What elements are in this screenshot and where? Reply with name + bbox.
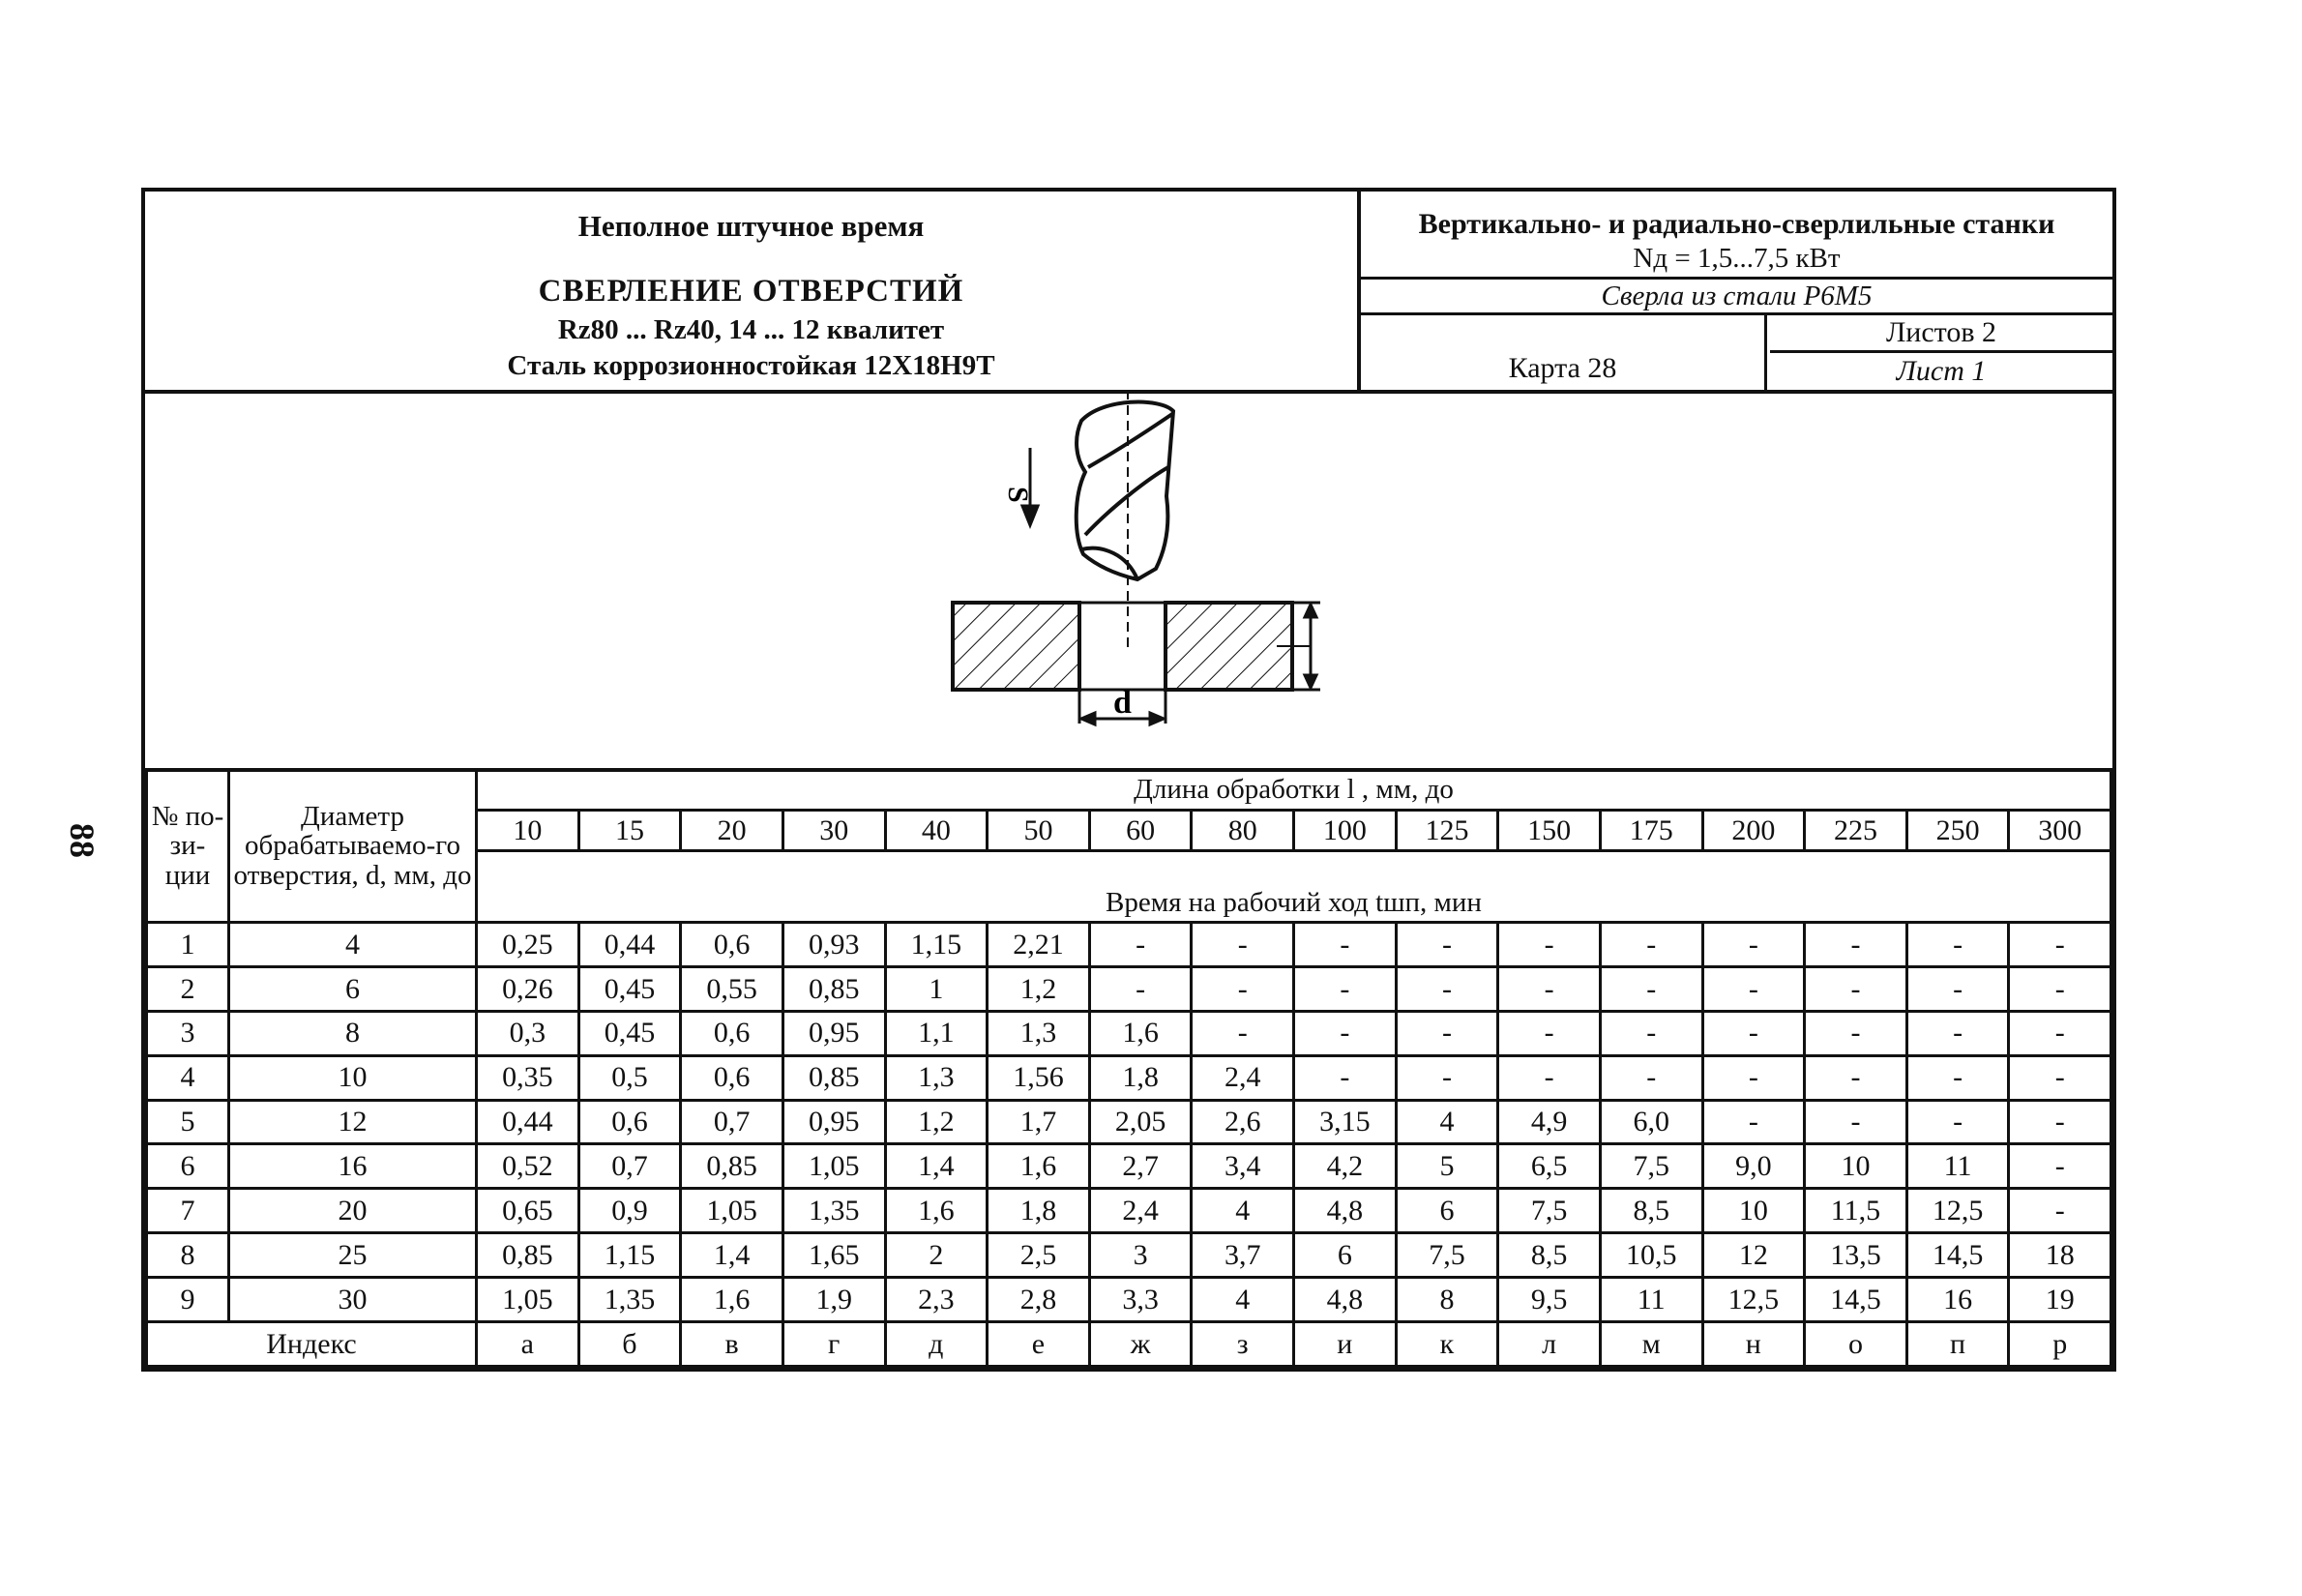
time-value: 10	[1805, 1144, 1907, 1189]
diameter-value: 8	[229, 1011, 477, 1055]
length-value: 150	[1498, 811, 1601, 851]
time-value: -	[1396, 1055, 1498, 1100]
time-value: 3	[1089, 1233, 1192, 1278]
time-value: -	[1600, 923, 1702, 967]
card-header	[145, 192, 2112, 394]
time-value: 11	[1906, 1144, 2009, 1189]
time-value: 4,2	[1294, 1144, 1397, 1189]
index-letter: м	[1600, 1322, 1702, 1367]
drilling-diagram	[145, 390, 2112, 768]
time-value: 6,0	[1600, 1100, 1702, 1144]
header-roughness: Rz80 ... Rz40, 14 ... 12 квалитет	[557, 314, 945, 345]
position-number: 6	[147, 1144, 229, 1189]
time-value: 1,4	[681, 1233, 783, 1278]
header-title-block	[145, 192, 1361, 390]
time-header: Время на рабочий ход tшп, мин	[477, 851, 2111, 923]
position-number: 8	[147, 1233, 229, 1278]
time-value: -	[1192, 923, 1294, 967]
machine-type: Вертикально- и радиально-сверлильные станки	[1418, 208, 2055, 240]
length-value: 30	[782, 811, 885, 851]
time-value: -	[1600, 966, 1702, 1011]
diameter-label: d	[1113, 685, 1132, 721]
table-row	[147, 1189, 2111, 1233]
time-value: 1,3	[885, 1055, 988, 1100]
time-value: 1,1	[885, 1011, 988, 1055]
index-letter: з	[1192, 1322, 1294, 1367]
time-value: -	[1294, 966, 1397, 1011]
index-letter: в	[681, 1322, 783, 1367]
time-value: -	[1294, 923, 1397, 967]
time-value: 0,26	[477, 966, 579, 1011]
time-value: -	[1498, 1011, 1601, 1055]
time-value: 14,5	[1805, 1278, 1907, 1322]
workpiece-right	[1166, 603, 1292, 690]
length-value: 175	[1600, 811, 1702, 851]
length-value: 125	[1396, 811, 1498, 851]
time-value: 19	[2009, 1278, 2111, 1322]
length-header: Длина обработки l , мм, до	[477, 770, 2111, 811]
index-label: Индекс	[147, 1322, 477, 1367]
length-value: 50	[988, 811, 1090, 851]
time-value: 1,35	[782, 1189, 885, 1233]
index-letter: о	[1805, 1322, 1907, 1367]
time-value: 3,3	[1089, 1278, 1192, 1322]
index-letter: р	[2009, 1322, 2111, 1367]
time-value: 0,44	[477, 1100, 579, 1144]
time-value: -	[2009, 966, 2111, 1011]
time-value: -	[2009, 1011, 2111, 1055]
time-value: 1,8	[988, 1189, 1090, 1233]
time-value: -	[1805, 1011, 1907, 1055]
time-value: -	[1702, 1011, 1805, 1055]
length-value: 225	[1805, 811, 1907, 851]
table-row	[147, 1233, 2111, 1278]
time-value: 2,21	[988, 923, 1090, 967]
time-value: 1,6	[885, 1189, 988, 1233]
diameter-value: 30	[229, 1278, 477, 1322]
index-letter: н	[1702, 1322, 1805, 1367]
time-value: -	[1805, 966, 1907, 1011]
time-value: 1,3	[988, 1011, 1090, 1055]
time-value: 1,7	[988, 1100, 1090, 1144]
time-value: -	[1906, 1011, 2009, 1055]
time-value: 4,8	[1294, 1189, 1397, 1233]
time-value: 0,25	[477, 923, 579, 967]
time-value: 1,15	[578, 1233, 681, 1278]
header-title: СВЕРЛЕНИЕ ОТВЕРСТИЙ	[538, 274, 964, 309]
diameter-value: 4	[229, 923, 477, 967]
time-value: 3,4	[1192, 1144, 1294, 1189]
time-value: 0,85	[477, 1233, 579, 1278]
time-value: -	[2009, 1144, 2111, 1189]
position-number: 5	[147, 1100, 229, 1144]
time-value: 10	[1702, 1189, 1805, 1233]
time-value: 0,95	[782, 1011, 885, 1055]
machine-cell	[1361, 192, 2112, 280]
length-value: 15	[578, 811, 681, 851]
index-letter: г	[782, 1322, 885, 1367]
time-value: 0,52	[477, 1144, 579, 1189]
time-value: 4	[1192, 1189, 1294, 1233]
time-value: -	[1906, 1055, 2009, 1100]
time-value: 12,5	[1906, 1189, 2009, 1233]
time-value: 2,7	[1089, 1144, 1192, 1189]
time-value: -	[2009, 923, 2111, 967]
time-value: 7,5	[1498, 1189, 1601, 1233]
time-value: 1,35	[578, 1278, 681, 1322]
time-value: 0,85	[681, 1144, 783, 1189]
time-value: -	[1805, 1100, 1907, 1144]
time-value: -	[1805, 1055, 1907, 1100]
time-value: -	[1600, 1055, 1702, 1100]
time-value: 2,4	[1192, 1055, 1294, 1100]
time-value: 1,05	[477, 1278, 579, 1322]
time-value: 6,5	[1498, 1144, 1601, 1189]
diameter-value: 25	[229, 1233, 477, 1278]
time-value: -	[1498, 1055, 1601, 1100]
length-value: 100	[1294, 811, 1397, 851]
time-value: 2,8	[988, 1278, 1090, 1322]
time-value: 0,65	[477, 1189, 579, 1233]
time-value: -	[1600, 1011, 1702, 1055]
time-value: 14,5	[1906, 1233, 2009, 1278]
time-value: 10,5	[1600, 1233, 1702, 1278]
card-id-block	[1361, 315, 2112, 390]
time-value: 1,65	[782, 1233, 885, 1278]
time-value: -	[2009, 1100, 2111, 1144]
time-value: 2,3	[885, 1278, 988, 1322]
time-value: 4,9	[1498, 1100, 1601, 1144]
table-row	[147, 966, 2111, 1011]
position-number-header: № по-зи-ции	[147, 770, 229, 923]
time-value: 0,6	[681, 1055, 783, 1100]
time-value: -	[1906, 1100, 2009, 1144]
time-value: -	[1906, 966, 2009, 1011]
sheets-total: Листов 2	[1770, 315, 2112, 353]
position-number: 4	[147, 1055, 229, 1100]
time-value: 0,93	[782, 923, 885, 967]
position-number: 3	[147, 1011, 229, 1055]
time-table	[145, 768, 2112, 1368]
time-value: 12,5	[1702, 1278, 1805, 1322]
time-value: 2,6	[1192, 1100, 1294, 1144]
time-value: 1,05	[681, 1189, 783, 1233]
time-value: -	[1089, 966, 1192, 1011]
time-value: -	[1294, 1055, 1397, 1100]
time-value: 0,45	[578, 1011, 681, 1055]
time-value: 2	[885, 1233, 988, 1278]
diameter-header: Диаметр обрабатываемо-го отверстия, d, мм, до	[229, 770, 477, 923]
table-row	[147, 1055, 2111, 1100]
time-value: 0,5	[578, 1055, 681, 1100]
time-value: -	[1396, 1011, 1498, 1055]
diameter-value: 10	[229, 1055, 477, 1100]
index-letter: п	[1906, 1322, 2009, 1367]
diameter-value: 16	[229, 1144, 477, 1189]
time-value: 1,6	[988, 1144, 1090, 1189]
time-value: 0,3	[477, 1011, 579, 1055]
time-value: 16	[1906, 1278, 2009, 1322]
time-value: -	[1906, 923, 2009, 967]
header-material: Сталь коррозионностойкая 12Х18Н9Т	[507, 350, 995, 381]
time-value: -	[2009, 1055, 2111, 1100]
time-value: 1,8	[1089, 1055, 1192, 1100]
header-subtitle: Неполное штучное время	[577, 209, 925, 243]
time-value: 1,6	[681, 1278, 783, 1322]
time-value: -	[1805, 923, 1907, 967]
drill-bit-icon	[1077, 402, 1173, 579]
time-value: 1,2	[885, 1100, 988, 1144]
length-value: 80	[1192, 811, 1294, 851]
table-row	[147, 1100, 2111, 1144]
time-value: 1,9	[782, 1278, 885, 1322]
header-info-block	[1361, 192, 2112, 390]
length-value: 200	[1702, 811, 1805, 851]
time-value: -	[1192, 966, 1294, 1011]
time-value: 1,4	[885, 1144, 988, 1189]
length-value: 250	[1906, 811, 2009, 851]
time-value: -	[1702, 1100, 1805, 1144]
time-value: 0,6	[578, 1100, 681, 1144]
time-value: 4,8	[1294, 1278, 1397, 1322]
time-value: 11,5	[1805, 1189, 1907, 1233]
time-value: 0,9	[578, 1189, 681, 1233]
length-value: 60	[1089, 811, 1192, 851]
norm-card	[141, 188, 2116, 1372]
time-value: 18	[2009, 1233, 2111, 1278]
table-row	[147, 923, 2111, 967]
position-number: 7	[147, 1189, 229, 1233]
time-value: 0,55	[681, 966, 783, 1011]
time-value: 8	[1396, 1278, 1498, 1322]
time-value: 0,7	[681, 1100, 783, 1144]
time-value: -	[1089, 923, 1192, 967]
index-letter: ж	[1089, 1322, 1192, 1367]
feed-label: S	[1002, 487, 1034, 503]
time-value: 8,5	[1600, 1189, 1702, 1233]
time-value: 2,5	[988, 1233, 1090, 1278]
index-letter: и	[1294, 1322, 1397, 1367]
drill-sketch	[145, 390, 2112, 772]
index-row	[147, 1322, 2111, 1367]
time-value: -	[1498, 966, 1601, 1011]
time-value: 7,5	[1396, 1233, 1498, 1278]
time-value: 11	[1600, 1278, 1702, 1322]
time-value: -	[1702, 923, 1805, 967]
time-value: 0,35	[477, 1055, 579, 1100]
table-row	[147, 1144, 2111, 1189]
diameter-value: 12	[229, 1100, 477, 1144]
time-value: 7,5	[1600, 1144, 1702, 1189]
time-value: 3,7	[1192, 1233, 1294, 1278]
time-value: 5	[1396, 1144, 1498, 1189]
length-value: 10	[477, 811, 579, 851]
time-value: 0,6	[681, 923, 783, 967]
time-value: 1,6	[1089, 1011, 1192, 1055]
index-letter: е	[988, 1322, 1090, 1367]
index-letter: д	[885, 1322, 988, 1367]
time-value: -	[1702, 966, 1805, 1011]
position-number: 9	[147, 1278, 229, 1322]
time-value: 1,2	[988, 966, 1090, 1011]
index-letter: б	[578, 1322, 681, 1367]
tool-material: Сверла из стали Р6М5	[1361, 280, 2112, 315]
position-number: 2	[147, 966, 229, 1011]
time-value: 9,0	[1702, 1144, 1805, 1189]
time-value: -	[1396, 923, 1498, 967]
time-value: -	[1294, 1011, 1397, 1055]
time-value: -	[1498, 923, 1601, 967]
time-value: 0,95	[782, 1100, 885, 1144]
time-value: 9,5	[1498, 1278, 1601, 1322]
time-value: -	[1192, 1011, 1294, 1055]
index-letter: к	[1396, 1322, 1498, 1367]
sheet-number: Лист 1	[1896, 355, 1987, 387]
time-value: 2,4	[1089, 1189, 1192, 1233]
card-number: Карта 28	[1361, 315, 1767, 390]
time-value: -	[1702, 1055, 1805, 1100]
index-letter: л	[1498, 1322, 1601, 1367]
table-row	[147, 1011, 2111, 1055]
time-value: 1,56	[988, 1055, 1090, 1100]
time-table-wrap	[145, 768, 2112, 1368]
length-value: 20	[681, 811, 783, 851]
table-row	[147, 1278, 2111, 1322]
header-row	[147, 770, 2111, 811]
time-value: 0,6	[681, 1011, 783, 1055]
machine-power: Nд = 1,5...7,5 кВт	[1633, 243, 1841, 274]
time-value: 6	[1396, 1189, 1498, 1233]
time-value: -	[2009, 1189, 2111, 1233]
position-number: 1	[147, 923, 229, 967]
index-letter: а	[477, 1322, 579, 1367]
time-value: 4	[1192, 1278, 1294, 1322]
time-value: 0,85	[782, 966, 885, 1011]
time-value: 0,7	[578, 1144, 681, 1189]
time-value: 0,85	[782, 1055, 885, 1100]
time-value: -	[1396, 966, 1498, 1011]
time-value: 3,15	[1294, 1100, 1397, 1144]
time-value: 6	[1294, 1233, 1397, 1278]
length-value: 300	[2009, 811, 2111, 851]
time-value: 0,44	[578, 923, 681, 967]
time-value: 1,15	[885, 923, 988, 967]
time-value: 13,5	[1805, 1233, 1907, 1278]
time-value: 4	[1396, 1100, 1498, 1144]
time-value: 1	[885, 966, 988, 1011]
time-value: 0,45	[578, 966, 681, 1011]
time-value: 8,5	[1498, 1233, 1601, 1278]
diameter-value: 20	[229, 1189, 477, 1233]
page-number: 88	[63, 823, 102, 858]
time-value: 12	[1702, 1233, 1805, 1278]
workpiece-left	[953, 603, 1079, 690]
diameter-value: 6	[229, 966, 477, 1011]
time-value: 2,05	[1089, 1100, 1192, 1144]
time-value: 1,05	[782, 1144, 885, 1189]
length-value: 40	[885, 811, 988, 851]
